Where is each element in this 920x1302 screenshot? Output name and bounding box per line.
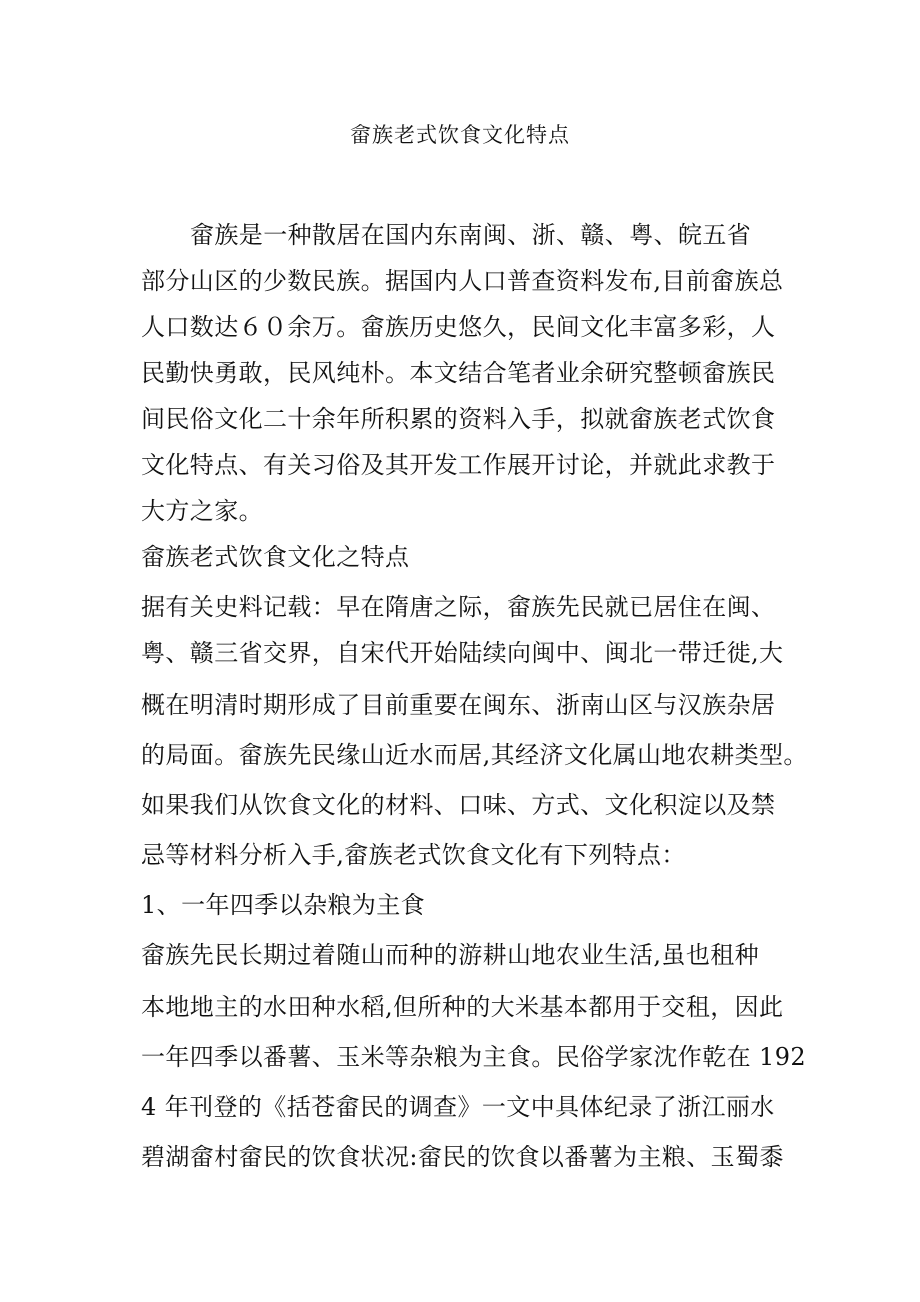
paragraph-line: 粤、赣三省交界，自宋代开始陆续向闽中、闽北一带迁徙,大 [141, 639, 784, 667]
paragraph-line: 的局面。畲族先民缘山近水而居,其经济文化属山地农耕类型。 [141, 741, 808, 769]
paragraph-line: 畲族是一种散居在国内东南闽、浙、赣、粤、皖五省 [190, 221, 752, 249]
paragraph-line: 本地地主的水田种水稻,但所种的大米基本都用于交租，因此 [141, 993, 784, 1021]
paragraph-line: 一年四季以番薯、玉米等杂粮为主食。民俗学家沈作乾在 192 [141, 1043, 807, 1071]
paragraph-line: 畲族先民长期过着随山而种的游耕山地农业生活,虽也租种 [141, 941, 760, 969]
paragraph-line: 如果我们从饮食文化的材料、口味、方式、文化积淀以及禁 [141, 791, 776, 819]
paragraph-line: 文化特点、有关习俗及其开发工作展开讨论，并就此求教于 [141, 451, 776, 479]
section-heading: 畲族老式饮食文化之特点 [141, 543, 410, 571]
paragraph-line: 间民俗文化二十余年所积累的资料入手，拟就畲族老式饮食 [141, 405, 776, 433]
paragraph-line: 概在明清时期形成了目前重要在闽东、浙南山区与汉族杂居 [141, 691, 776, 719]
subsection-heading: 1、一年四季以杂粮为主食 [141, 891, 426, 919]
paragraph-line: 碧湖畲村畲民的饮食状况:畲民的饮食以番薯为主粮、玉蜀黍 [141, 1143, 784, 1171]
paragraph-line: 人口数达６０余万。畲族历史悠久，民间文化丰富多彩，人 [141, 313, 776, 341]
paragraph-line: 忌等材料分析入手,畲族老式饮食文化有下列特点： [141, 841, 686, 869]
paragraph-line: 大方之家。 [141, 497, 263, 525]
paragraph-line: 4 年刊登的《括苍畲民的调查》一文中具体纪录了浙江丽水 [141, 1093, 775, 1121]
document-title: 畲族老式饮食文化特点 [350, 123, 570, 147]
paragraph-line: 部分山区的少数民族。据国内人口普查资料发布,目前畲族总 [141, 267, 784, 295]
paragraph-line: 据有关史料记载：早在隋唐之际，畲族先民就已居住在闽、 [141, 593, 776, 621]
paragraph-line: 民勤快勇敢，民风纯朴。本文结合笔者业余研究整顿畲族民 [141, 359, 776, 387]
